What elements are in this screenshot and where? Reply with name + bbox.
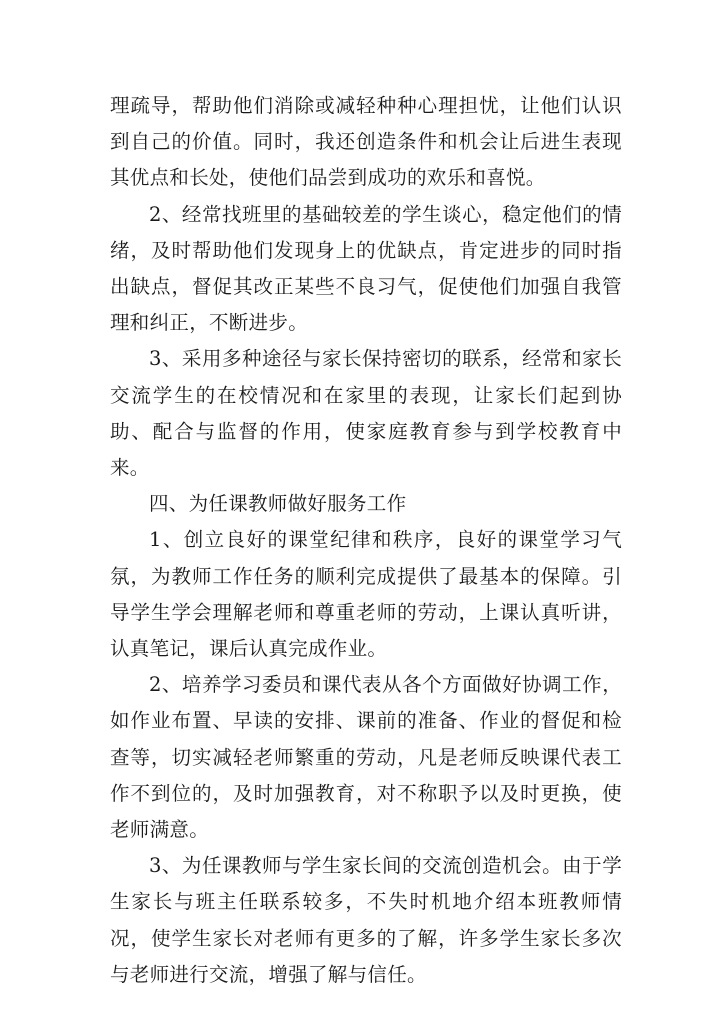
paragraph-item-2-representatives: 2、培养学习委员和课代表从各个方面做好协调工作，如作业布置、早读的安排、课前的准备、作业的督促和检查等，切实减轻老师繁重的劳动，凡是老师反映课代表工作不到位的，及时加强教育，对不称职予以及时更换，使老师满意。 (110, 673, 622, 842)
paragraph-item-1-discipline: 1、创立良好的课堂纪律和秩序，良好的课堂学习气氛，为教师工作任务的顺利完成提供了最基本的保障。引导学生学会理解老师和尊重老师的劳动，上课认真听讲，认真笔记，课后认真完成作业。 (110, 528, 622, 661)
section-heading-4: 四、为任课教师做好服务工作 (149, 492, 407, 516)
document-body (110, 88, 622, 993)
paragraph-item-3-parents: 3、采用多种途径与家长保持密切的联系，经常和家长交流学生的在校情况和在家里的表现，让家长们起到协助、配合与监督的作用，使家庭教育参与到学校教育中来。 (110, 347, 622, 480)
paragraph-continued: 理疏导，帮助他们消除或减轻种种心理担忧，让他们认识到自己的价值。同时，我还创造条件和机会让后进生表现其优点和长处，使他们品尝到成功的欢乐和喜悦。 (110, 94, 622, 190)
paragraph-item-3-communication: 3、为任课教师与学生家长间的交流创造机会。由于学生家长与班主任联系较多，不失时机地介绍本班教师情况，使学生家长对老师有更多的了解，许多学生家长多次与老师进行交流，增强了解与信任。 (110, 854, 622, 986)
paragraph-item-2-counseling: 2、经常找班里的基础较差的学生谈心，稳定他们的情绪，及时帮助他们发现身上的优缺点，肯定进步的同时指出缺点，督促其改正某些不良习气，促使他们加强自我管理和纠正，不断进步。 (110, 202, 622, 335)
